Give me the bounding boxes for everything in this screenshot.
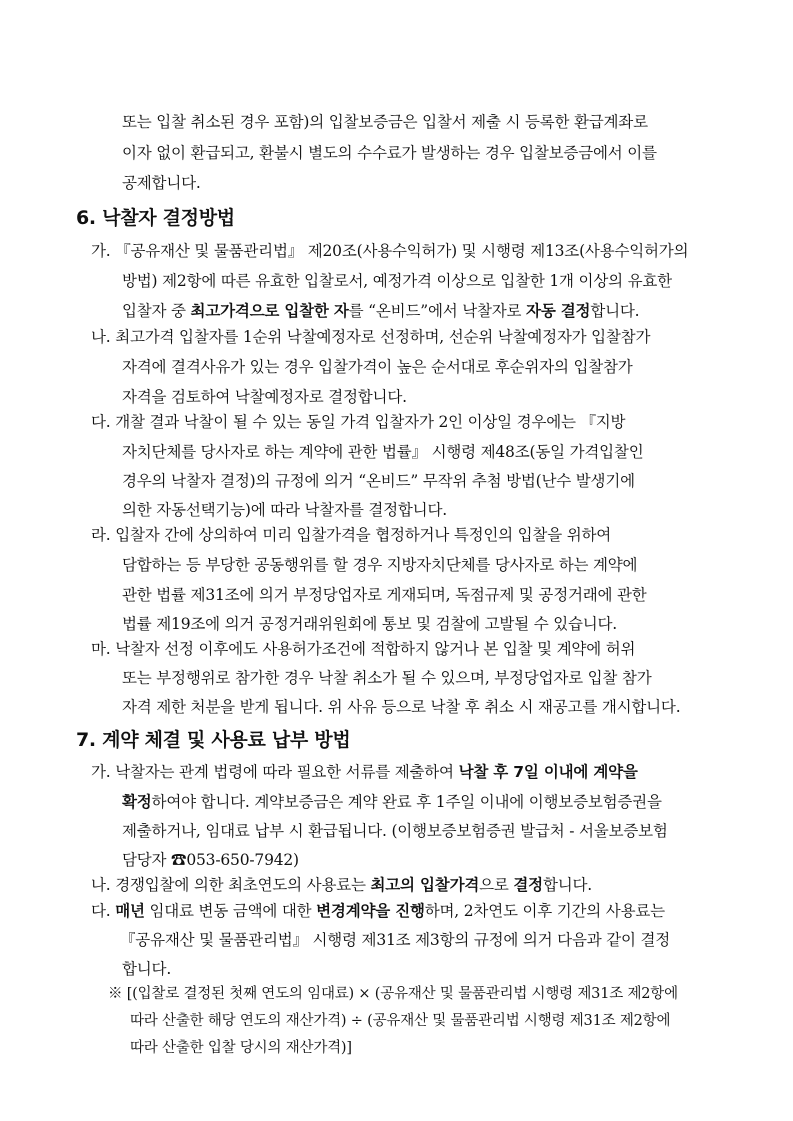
s7-na-line-1: [91, 875, 592, 895]
s6-ga-bold-highest-bidder: 최고가격으로 입찰한 자: [190, 302, 349, 320]
s6-ga-text-a: 입찰자 중: [122, 302, 191, 320]
s7-da-line-3: 합니다.: [122, 960, 172, 978]
s7-ga-bold-7days: 낙찰 후 7일 이내에 계약을: [458, 763, 638, 781]
s6-ga-line-3: [122, 301, 639, 321]
s6-ra-line-2: 담합하는 등 부당한 공동행위를 할 경우 지방자치단체를 당사자로 하는 계약에: [122, 556, 638, 574]
s7-ga-phone-number: 053-650-7942): [186, 851, 299, 869]
s6-ga-line-2: 방법) 제2항에 따른 유효한 입찰로서, 예정가격 이상으로 입찰한 1개 이상의 유효한: [122, 272, 672, 290]
s7-note-line-2: 따라 산출한 해당 연도의 재산가격) ÷ (공유재산 및 물품관리법 시행령 제31조 제2항에: [130, 1013, 671, 1029]
intro-line-1: 또는 입찰 취소된 경우 포함)의 입찰보증금은 입찰서 제출 시 등록한 환급계좌로: [122, 113, 648, 131]
intro-line-3: 공제합니다.: [122, 174, 201, 192]
s7-da-text-a: 다.: [91, 902, 116, 920]
s7-da-line-2: 『공유재산 및 물품관리법』 시행령 제31조 제3항의 규정에 의거 다음과 같이 결정: [120, 931, 671, 949]
s7-na-text-a: 나. 경쟁입찰에 의한 최초연도의 사용료는: [91, 876, 371, 894]
section-6-heading: 6. 낙찰자 결정방법: [76, 207, 235, 229]
s7-ga-text-contact: 담당자: [122, 851, 172, 869]
section-7-heading: 7. 계약 체결 및 사용료 납부 방법: [76, 729, 351, 751]
s7-na-text-c: 으로: [479, 876, 514, 894]
s7-ga-text-b: 하여야 합니다. 계약보증금은 계약 완료 후 1주일 이내에 이행보증보험증권을: [151, 793, 662, 811]
s6-da-line-4: 의한 자동선택기능)에 따라 낙찰자를 결정합니다.: [122, 501, 447, 519]
s6-na-line-2: 자격에 결격사유가 있는 경우 입찰가격이 높은 순서대로 후순위자의 입찰참가: [122, 358, 633, 376]
s7-da-text-c: 임대료 변동 금액에 대한: [144, 902, 317, 920]
s6-da-line-3: 경우의 낙찰자 결정)의 규정에 의거 “온비드” 무작위 추첨 방법(난수 발생기에: [122, 472, 635, 490]
s7-ga-line-1: [91, 762, 638, 782]
s6-na-line-3: 자격을 검토하여 낙찰예정자로 결정합니다.: [122, 388, 407, 406]
s6-ga-text-c: 를 “온비드”에서 낙찰자로: [348, 302, 527, 320]
s7-note-line-3: 따라 산출한 입찰 당시의 재산가격)]: [130, 1040, 352, 1056]
s7-da-line-1: [91, 901, 665, 921]
s7-ga-line-2: [122, 792, 662, 812]
s7-na-bold-highest-price: 최고의 입찰가격: [370, 876, 480, 894]
s7-ga-text-a: 가. 낙찰자는 관계 법령에 따라 필요한 서류를 제출하여: [91, 763, 459, 781]
s6-ma-line-1: 마. 낙찰자 선정 이후에도 사용허가조건에 적합하지 않거나 본 입찰 및 계약에 허위: [91, 640, 636, 658]
s6-da-line-1: 다. 개찰 결과 낙찰이 될 수 있는 동일 가격 입찰자가 2인 이상일 경우에는 『지방: [91, 413, 626, 431]
s7-note-line-1: ※ [(입찰로 결정된 첫째 연도의 임대료) × (공유재산 및 물품관리법 시행령 제31조 제2항에: [108, 986, 678, 1002]
phone-icon: ☎: [171, 851, 187, 869]
s6-ma-line-2: 또는 부정행위로 참가한 경우 낙찰 취소가 될 수 있으며, 부정당업자로 입찰 참가: [122, 669, 652, 687]
s6-ra-line-1: 라. 입찰자 간에 상의하여 미리 입찰가격을 협정하거나 특정인의 입찰을 위하여: [91, 526, 612, 544]
s6-ma-line-3: 자격 제한 처분을 받게 됩니다. 위 사유 등으로 낙찰 후 취소 시 재공고를 개시합니다.: [122, 698, 681, 716]
s6-da-line-2: 자치단체를 당사자로 하는 계약에 관한 법률』 시행령 제48조(동일 가격입찰인: [122, 443, 644, 461]
s6-ga-bold-auto-decision: 자동 결정: [526, 302, 591, 320]
s7-da-bold-every-year: 매년: [115, 902, 145, 920]
s6-ga-line-1: 가. 『공유재산 및 물품관리법』 제20조(사용수익허가) 및 시행령 제13조(사용수익허가의: [91, 242, 689, 260]
s6-ra-line-3: 관한 법률 제31조에 의거 부정당업자로 게재되며, 독점규제 및 공정거래에 관한: [122, 586, 647, 604]
s7-ga-line-3: 제출하거나, 임대료 납부 시 환급됩니다. (이행보증보험증권 발급처 - 서울보증보험: [122, 822, 668, 840]
s7-ga-bold-confirm: 확정: [122, 793, 152, 811]
intro-line-2: 이자 없이 환급되고, 환불시 별도의 수수료가 발생하는 경우 입찰보증금에서 이를: [122, 144, 657, 162]
s7-ga-line-4: [122, 850, 299, 870]
s7-da-bold-change-contract: 변경계약을 진행: [316, 902, 425, 920]
s6-na-line-1: 나. 최고가격 입찰자를 1순위 낙찰예정자로 선정하며, 선순위 낙찰예정자가 입찰참가: [91, 328, 651, 346]
s7-na-bold-decide: 결정: [513, 876, 543, 894]
s6-ga-text-e: 합니다.: [590, 302, 640, 320]
s6-ra-line-4: 법률 제19조에 의거 공정거래위원회에 통보 및 검찰에 고발될 수 있습니다.: [122, 615, 618, 633]
s7-na-text-e: 합니다.: [542, 876, 592, 894]
s7-da-text-e: 하며, 2차연도 이후 기간의 사용료는: [424, 902, 665, 920]
